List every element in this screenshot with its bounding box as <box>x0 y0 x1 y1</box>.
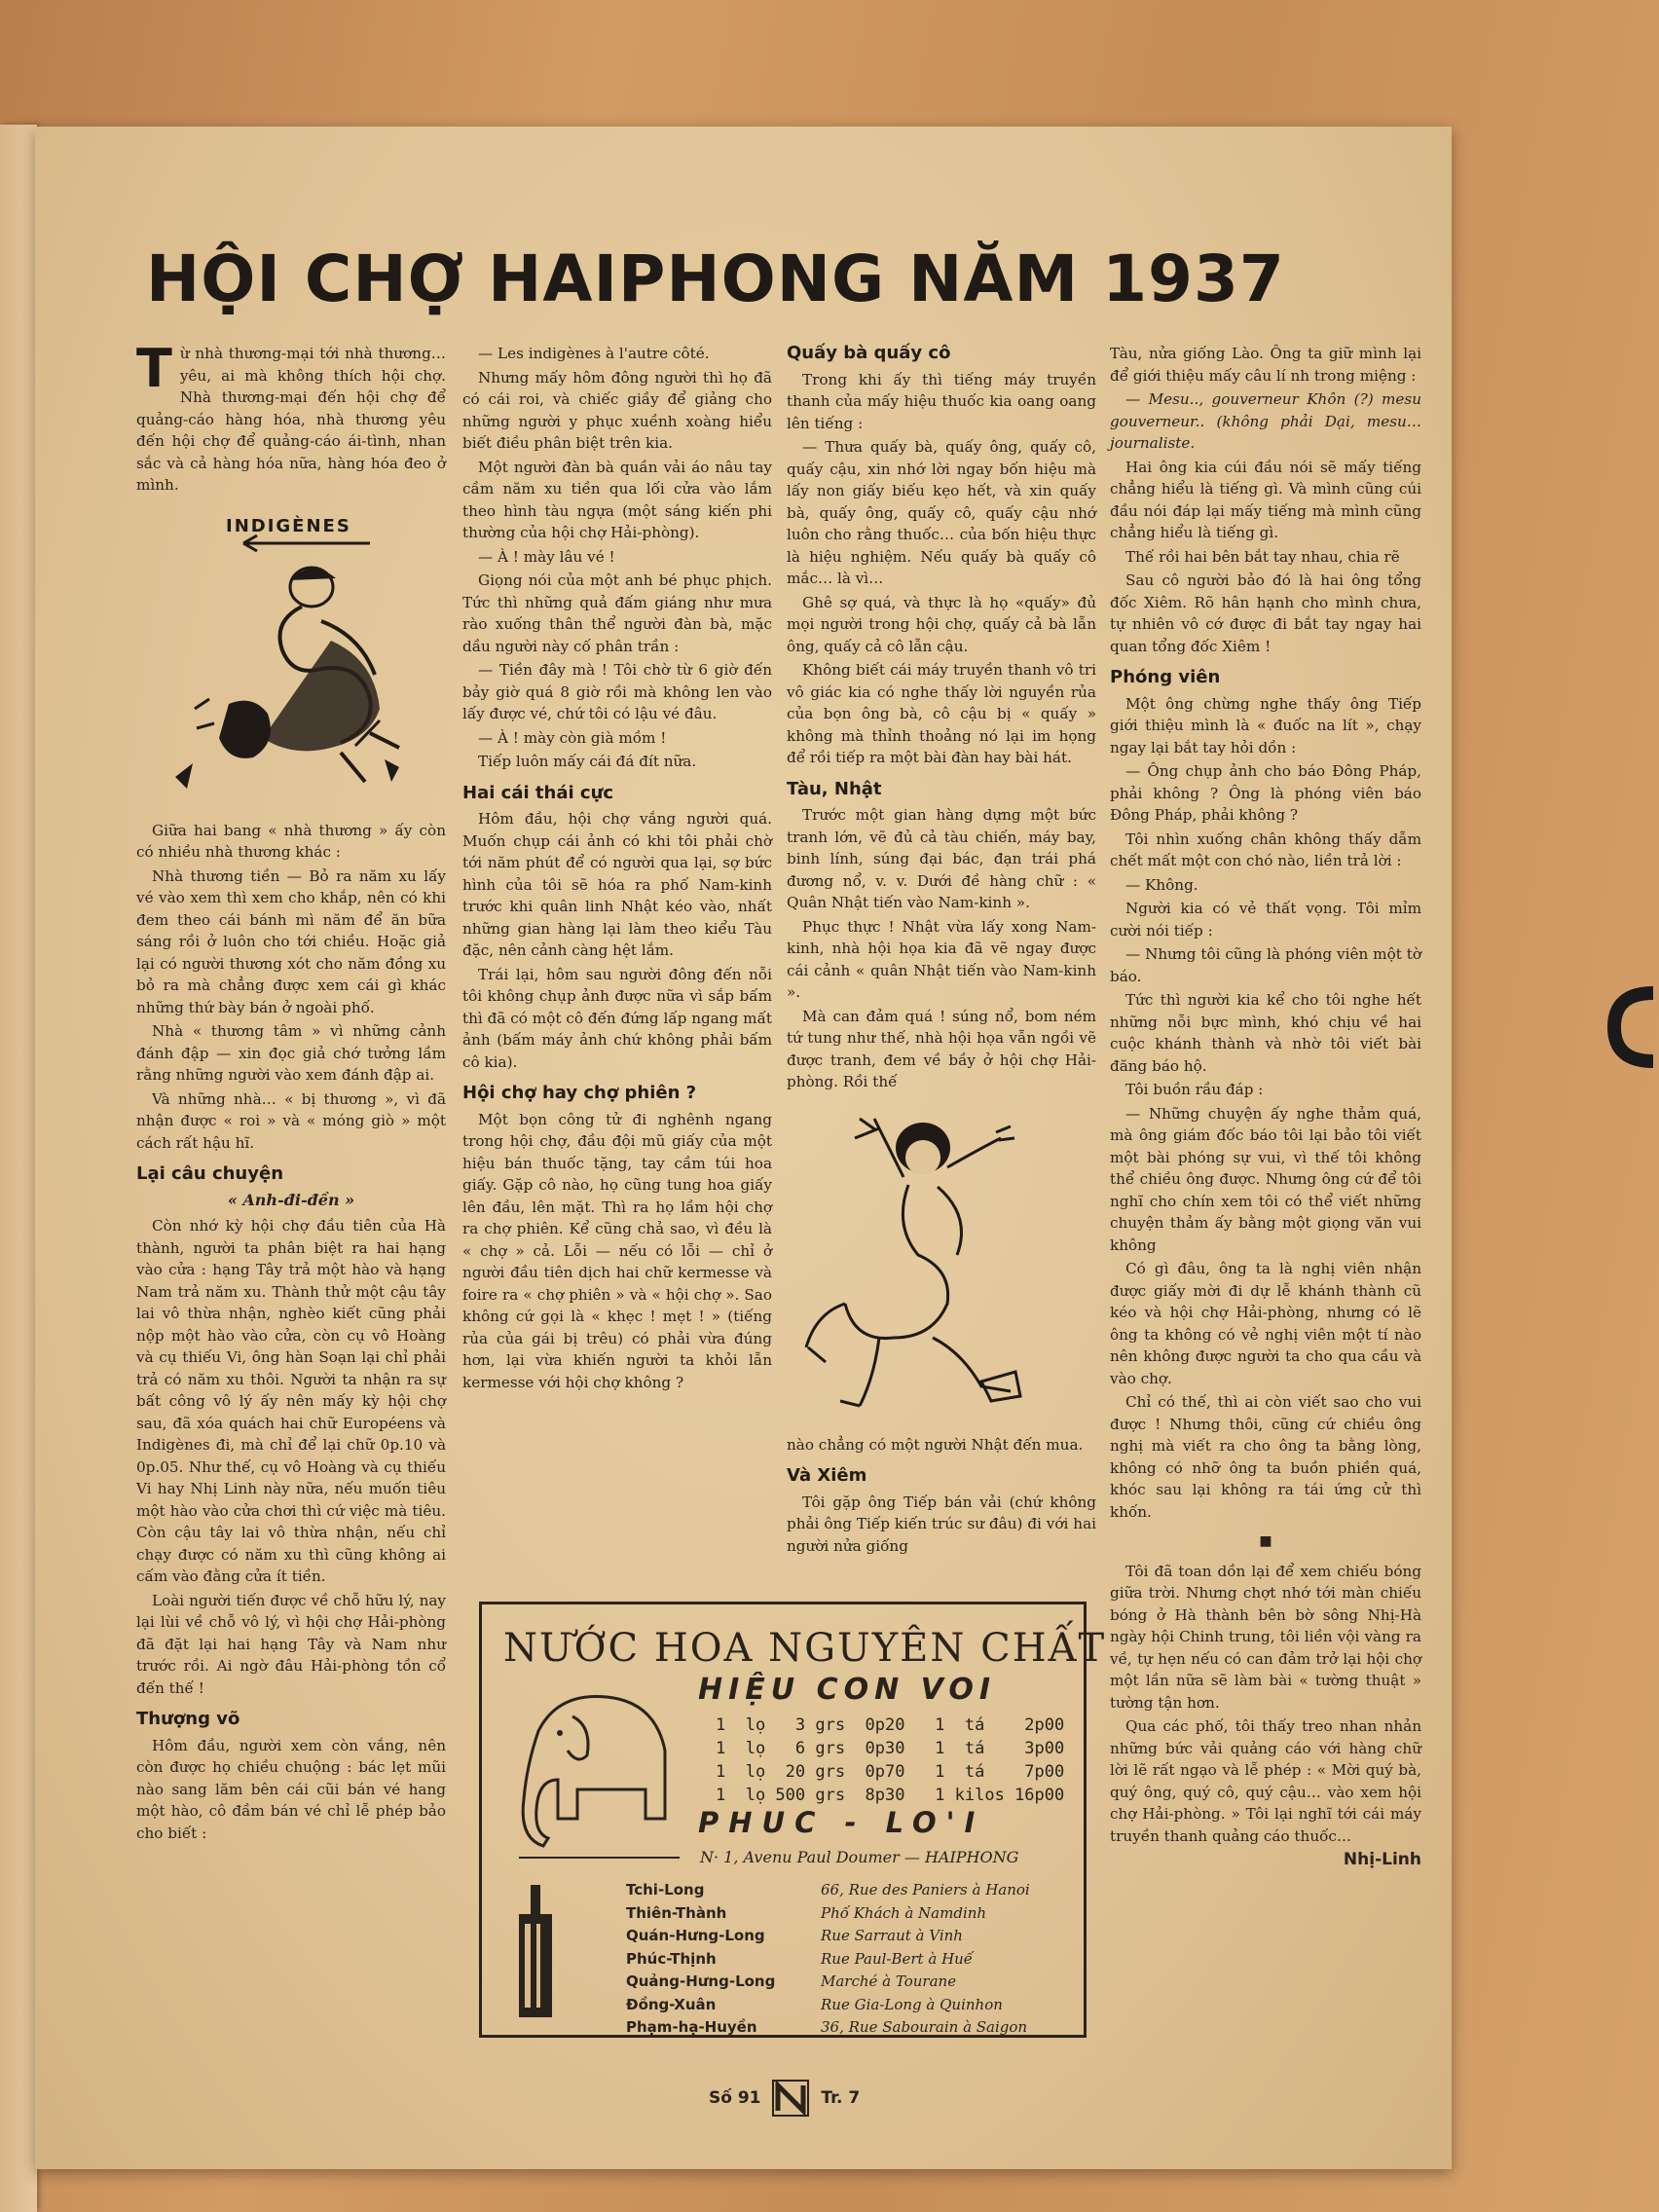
author-signature: Nhị-Linh <box>1343 1850 1421 1869</box>
branch-list <box>626 1879 1074 2040</box>
price-row: 1 lọ 6 grs 0p30 1 tá 3p00 <box>716 1739 1065 1758</box>
branch-row <box>626 1994 1074 2017</box>
paragraph: — Les indigènes à l'autre côté. <box>478 345 710 362</box>
price-row: 1 lọ 20 grs 0p70 1 tá 7p00 <box>716 1762 1065 1782</box>
paragraph: Còn nhớ kỳ hội chợ đầu tiên của Hà thành, người ta phân biệt ra hai hạng vào cửa : hạng Tây trả một hào và hạng Nam trả năm xu. Thành thử một cậu tây lai vô thừa nhận, nghèo kiết cũng phải nộp một hào vào cửa, còn cụ vô Hoàng và cụ thiếu Vi, ông hàn Soạn lại chỉ phải trả có năm xu thôi. Người ta nhận ra sự bất công vô lý ấy nên mấy kỳ hội chợ sau, đã xóa quách hai chữ Européens và Indigènes đi, mà chỉ để lại chữ 0p.10 và 0p.05. Như thế, cụ vô Hoàng và cụ thiếu Vi hay Nhị Linh này nữa, nếu muốn tiêu một hào vào cửa chơi thì cứ việc mà tiêu. Còn cậu tây lai vô thừa nhận, nếu chỉ chạy được có năm xu thì cũng không ai cấm vào đằng cửa ít tiền. <box>136 1217 446 1585</box>
paragraph: — Thưa quấy bà, quấy ông, quấy cô, quấy cậu, xin nhớ lời ngay bốn hiệu mà lấy non giấy biếu kẹo hết, và xin quấy bà, quấy ông, quấy cô, quấy cậu nhớ luôn cho rằng thuốc… của bốn hiệu thực là hiệu nghiệm. Nếu quấy bà quấy cô mắc… là vì… <box>787 438 1096 587</box>
branch-address: Rue Sarraut à Vinh <box>821 1927 963 1944</box>
column-3 <box>787 343 1096 1559</box>
section-heading: Và Xiêm <box>787 1465 867 1486</box>
paragraph: Trái lại, hôm sau người đông đến nỗi tôi không chụp ảnh được nữa vì sắp bấm thì đã có một cô đến đứng lấp ngang mất ảnh (bấm máy ảnh chứ không phải bấm cô kia). <box>462 965 772 1071</box>
paragraph: Một người đàn bà quần vải áo nâu tay cầm năm xu tiền qua lối cửa vào lắm theo hình tàu ngựa (một sáng kiến phi thường của hội chợ Hải-phòng). <box>462 458 772 541</box>
paragraph: Và những nhà… « bị thương », vì đã nhận được « roi » và « móng giò » một cách rất hậu hĩ. <box>136 1089 446 1152</box>
paragraph: Hôm đầu, người xem còn vắng, nên còn được họ chiều chuộng : bác lẹt mũi nào sang lăm bên cái cũi bán vé hang một hào, cô đầm bán vé chỉ lễ phép bảo cho biết : <box>136 1736 446 1842</box>
paragraph: Qua các phố, tôi thấy treo nhan nhản những bức vải quảng cáo với hàng chữ lời lẽ rất ngạo và lễ phép : « Mời quý bà, quý ông, quý cô, quý cậu… vào xem hội chợ Hải-phòng. » Tôi lại nghĩ tới cái máy truyền thanh quảng cáo thuốc… <box>1110 1717 1421 1845</box>
paragraph: Tôi buồn rầu đáp : <box>1125 1081 1264 1098</box>
indigenes-sign-label: INDIGÈNES <box>226 515 351 536</box>
paragraph: Mà can đảm quá ! súng nổ, bom ném tứ tung như thế, nhà hội họa vẫn ngồi vẽ được tranh, đem về bầy ở hội chợ Hải-phòng. Rồi thế <box>787 1007 1096 1090</box>
branch-row <box>626 1948 1074 1972</box>
page-footer <box>709 2080 860 2117</box>
branch-address: 36, Rue Sabourain à Saigon <box>821 2018 1028 2036</box>
branch-name: Phúc-Thịnh <box>626 1949 717 1968</box>
paragraph: nào chẳng có một người Nhật đến mua. <box>787 1435 1084 1454</box>
section-heading: Lại câu chuyện <box>136 1163 284 1184</box>
paragraph: — À ! mày lâu vé ! <box>478 547 615 566</box>
branch-address: Phố Khách à Namdinh <box>821 1903 987 1922</box>
paragraph: Trước một gian hàng dựng một bức tranh lớn, vẽ đủ cả tàu chiến, máy bay, binh lính, súng đại bác, đạn trái phá đương nổ, v. v. Dưới đề hàng chữ : « Quân Nhật tiến vào Nam-kinh ». <box>787 806 1096 911</box>
price-row: 1 lọ 500 grs 8p30 1 kilos 16p00 <box>716 1786 1065 1805</box>
paragraph: Nhà « thương tâm » vì những cảnh đánh đập — xin đọc giả chớ tưởng lầm rằng những người vào xem đánh đập ai. <box>136 1022 446 1084</box>
price-row: 1 lọ 3 grs 0p20 1 tá 2p00 <box>716 1715 1065 1735</box>
paragraph: Giọng nói của một anh bé phục phịch. Tức thì những quả đấm giáng như mưa rào xuống thân thể người đàn bà, mặc dầu người này cố phân trần : <box>462 571 772 655</box>
branch-row <box>626 1902 1074 1926</box>
paragraph: Thế rồi hai bên bắt tay nhau, chia rẽ <box>1125 547 1400 566</box>
section-heading: Hai cái thái cực <box>462 782 614 803</box>
section-heading: Tàu, Nhật <box>787 778 882 799</box>
previous-page-edge <box>0 125 37 2212</box>
paragraph: Tôi đã toan dồn lại để xem chiếu bóng giữa trời. Nhưng chợt nhớ tới màn chiếu bóng ở Hà thành bên bờ sông Nhị-Hà ngày hội Chinh trung, tôi liền vội vàng ra về, tự hẹn nếu có can đảm trở lại hội chợ một lần nữa sẽ làm bài « tường thuật » tường tận hơn. <box>1110 1562 1421 1712</box>
branch-address: Rue Gia-Long à Quinhon <box>821 1995 1003 2013</box>
section-heading: Phóng viên <box>1110 667 1221 687</box>
paragraph: Người kia có vẻ thất vọng. Tôi mỉm cười nói tiếp : <box>1110 900 1421 940</box>
paragraph: — Không. <box>1125 875 1198 894</box>
paragraph: Chỉ có thế, thì ai còn viết sao cho vui được ! Nhưng thôi, cũng cứ chiều ông nghị mà viết ra cho ông ta bằng lòng, không có nhỡ ông ta buồn phiền quá, khóc sau lại không ra tái ứng cử thì khốn. <box>1110 1393 1421 1521</box>
paragraph: Có gì đâu, ông ta là nghị viên nhận được giấy mời đi dự lễ khánh thành cũ kéo và hội chợ Hải-phòng, nhưng có lẽ ông ta không có vẻ nghị viên một tí nào nên không được người ta cho qua cầu và vào chợ. <box>1110 1260 1421 1387</box>
branch-name: Đồng-Xuân <box>626 1995 717 2013</box>
issue-number: Số 91 <box>709 2088 761 2108</box>
branch-row <box>626 1971 1074 1994</box>
paragraph: — Tiền đây mà ! Tôi chờ từ 6 giờ đến bảy giờ quá 8 giờ rồi mà không len vào lấy được vé, chứ tôi có lậu vé đâu. <box>462 661 772 722</box>
paragraph: Loài người tiến được về chỗ hữu lý, nay lại lùi về chỗ vô lý, vì hội chợ Hải-phòng đã đặt lại hai hạng Tây và Nam như trước rồi. Ai ngờ đâu Hải-phòng tồn cổ đến thế ! <box>136 1591 446 1697</box>
dancing-woman-illustration <box>787 1109 1096 1430</box>
page-headline: HỘI CHỢ HAIPHONG NĂM 1937 <box>146 241 1285 316</box>
binder-clip-icon <box>1604 983 1659 1071</box>
branch-address: Marché à Tourane <box>821 1972 957 1990</box>
paragraph: — Ông chụp ảnh cho báo Đông Pháp, phải không ? Ông là phóng viên báo Đông Pháp, phải không ? <box>1110 762 1421 824</box>
branch-name: Thiên-Thành <box>626 1903 727 1922</box>
paragraph: Sau cô người bảo đó là hai ông tổng đốc Xiêm. Rõ hân hạnh cho mình chưa, tự nhiên vô cớ được đi bắt tay ngay hai quan tổng đốc Xiêm ! <box>1110 571 1421 655</box>
paragraph: Tiếp luôn mấy cái đá đít nữa. <box>478 753 697 770</box>
column-2 <box>462 343 772 1395</box>
paragraph: Ghê sợ quá, và thực là họ «quấy» đủ mọi người trong hội chợ, quấy cả bà lẫn ông, quấy cả cô lẫn cậu. <box>787 593 1096 655</box>
ad-title: NƯỚC HOA NGUYÊN CHẤT <box>503 1626 1107 1671</box>
elephant-icon <box>499 1673 694 1867</box>
branch-address: Rue Paul-Bert à Huế <box>821 1949 974 1968</box>
paragraph: Hôm đầu, hội chợ vắng người quá. Muốn chụp cái ảnh có khi tôi phải chờ tới năm phút để có người qua lại, sợ bức hình của tôi sẽ hóa ra phố Nam-kinh trước khi quân linh Nhật kéo vào, nhất những gian hàng lại làm theo kiểu Tàu đặc, nên cảnh càng hệt lắm. <box>462 810 772 959</box>
paragraph: Một ông chừng nghe thấy ông Tiếp giới thiệu mình là « đuốc na lít », chạy ngay lại bắt tay hỏi dồn : <box>1110 694 1421 756</box>
paragraph: Nhà thương tiền — Bỏ ra năm xu lấy vé vào xem thì xem cho khắp, nên có khi đem theo cái bánh mì năm để ăn bữa sáng rồi ở luôn cho tới chiều. Hoặc giả lại có người thương xót cho năm đồng xu bỏ ra mà chẳng được xem cái gì khác những thứ bày bán ở ngoài phố. <box>136 866 446 1016</box>
paragraph: Tàu, nửa giống Lào. Ông ta giữ mình lại để giới thiệu mấy câu lí nh trong miệng : <box>1110 345 1421 385</box>
branch-row <box>626 2016 1074 2040</box>
paragraph: — Nhưng tôi cũng là phóng viên một tờ báo. <box>1110 945 1421 985</box>
perfume-advertisement <box>479 1602 1107 2038</box>
ad-address: N· 1, Avenu Paul Doumer — HAIPHONG <box>700 1848 1019 1866</box>
paragraph: Tôi gặp ông Tiếp bán vải (chứ không phải ông Tiếp kiến trúc sư đâu) đi với hai người nửa giống <box>787 1493 1096 1555</box>
paragraph: Không biết cái máy truyền thanh vô tri vô giác kia có nghe thấy lời nguyền rủa của bọn ông bà, cô cậu bị « quấy » không mà thỉnh thoảng nó lại im họng để rồi tiếp ra một bài đàn hay bài hát. <box>787 661 1096 766</box>
branch-name: Phạm-hạ-Huyền <box>626 2018 757 2036</box>
paragraph: Nhưng mấy hôm đông người thì họ đã có cái roi, và chiếc giầy để giảng cho những người y phục xuềnh xoàng hiểu biết điều phân biệt trên kia. <box>462 368 772 452</box>
paragraph: Tôi nhìn xuống chân không thấy dẫm chết mất một con chó nào, liền trả lời : <box>1110 830 1421 869</box>
paragraph: Giữa hai bang « nhà thương » ấy còn có nhiều nhà thương khác : <box>136 821 446 861</box>
column-4 <box>1110 343 1421 1871</box>
paragraph: Phục thực ! Nhật vừa lấy xong Nam-kinh, nhà hội họa kia đã vẽ ngay được cái cảnh « quân Nhật tiến vào Nam-kinh ». <box>787 917 1096 1001</box>
branch-name: Quảng-Hưng-Long <box>626 1972 776 1990</box>
perfume-bottle-icon <box>501 1877 599 2023</box>
branch-name: Quán-Hưng-Long <box>626 1927 765 1944</box>
branch-row <box>626 1925 1074 1948</box>
drop-cap: T <box>136 338 172 399</box>
column-1 <box>136 338 446 1846</box>
ad-brand: HIỆU CON VOI <box>698 1673 996 1707</box>
paragraph: — Mesu.., gouverneur Khôn (?) mesu gouverneur.. (không phải Dại, mesu… journaliste. <box>1110 390 1421 452</box>
indigenes-illustration <box>136 504 446 816</box>
ad-company-name: PHUC - LO'I <box>698 1806 985 1839</box>
section-separator: ■ <box>1259 1533 1272 1549</box>
section-heading: Quấy bà quấy cô <box>787 343 951 363</box>
section-heading: Thượng võ <box>136 1709 240 1729</box>
branch-address: 66, Rue des Paniers à Hanoi <box>821 1881 1030 1899</box>
paragraph: — Những chuyện ấy nghe thảm quá, mà ông giám đốc báo tôi lại bảo tôi viết một bài phóng sự vui, vì thế tôi không thể chiều ông được. Nhưng ông cứ để tôi nghĩ cho chín xem tôi có thể viết những chuyện thảm ấy bằng một giọng văn vui không <box>1110 1104 1421 1254</box>
paragraph: — À ! mày còn già mồm ! <box>478 728 667 747</box>
page-number: Tr. 7 <box>821 2088 861 2108</box>
paragraph: Tức thì người kia kể cho tôi nghe hết những nỗi bực mình, khó chịu về hai cuộc khánh thành và nhờ tôi viết bài đăng báo hộ. <box>1110 991 1421 1075</box>
branch-row <box>626 1879 1074 1902</box>
section-heading: Hội chợ hay chợ phiên ? <box>462 1083 697 1103</box>
intro-text: ừ nhà thương-mại tới nhà thương… yêu, ai mà không thích hội chợ. Nhà thương-mại đến hội chợ để quảng-cáo hàng hóa, nhà thương yêu đến hội chợ để quảng-cáo ái-tình, nhan sắc và cả hàng hóa nữa, hàng hóa đeo ở mình. <box>136 345 446 494</box>
price-list <box>716 1714 1064 1807</box>
section-subheading: « Anh-đi-đền » <box>227 1190 355 1209</box>
paragraph: Trong khi ấy thì tiếng máy truyền thanh của mấy hiệu thuốc kia oang oang lên tiếng : <box>787 370 1096 432</box>
ngay-nay-logo-icon <box>772 2080 809 2117</box>
paragraph: Một bọn công tử đi nghênh ngang trong hội chợ, đầu đội mũ giấy của một hiệu bán thuốc tặng, tay cầm túi hoa giấy. Gặp cô nào, họ cũng tung hoa giấy lên đầu, lên mặt. Thì ra họ lầm hội chợ ra chợ phiên. Kể cũng chả sao, vì đều là « chợ » cả. Lỗi — nếu có lỗi — chỉ ở người đầu tiên dịch hai chữ kermesse và foire ra « chợ phiên » và « hội chợ ». Sao không cứ gọi là « khẹc ! mẹt ! » (tiếng rủa của gái bị trêu) có phải vừa đúng hơn, lại vừa khiến người ta khỏi lẫn kermesse với hội chợ không ? <box>462 1110 772 1391</box>
branch-name: Tchi-Long <box>626 1881 705 1899</box>
intro-paragraph <box>136 338 446 497</box>
paragraph: Hai ông kia cúi đầu nói sẽ mấy tiếng chẳng hiểu là tiếng gì. Và mình cũng cúi đầu nói đáp lại mấy tiếng mà mình cũng chẳng hiểu là tiếng gì. <box>1110 458 1421 541</box>
